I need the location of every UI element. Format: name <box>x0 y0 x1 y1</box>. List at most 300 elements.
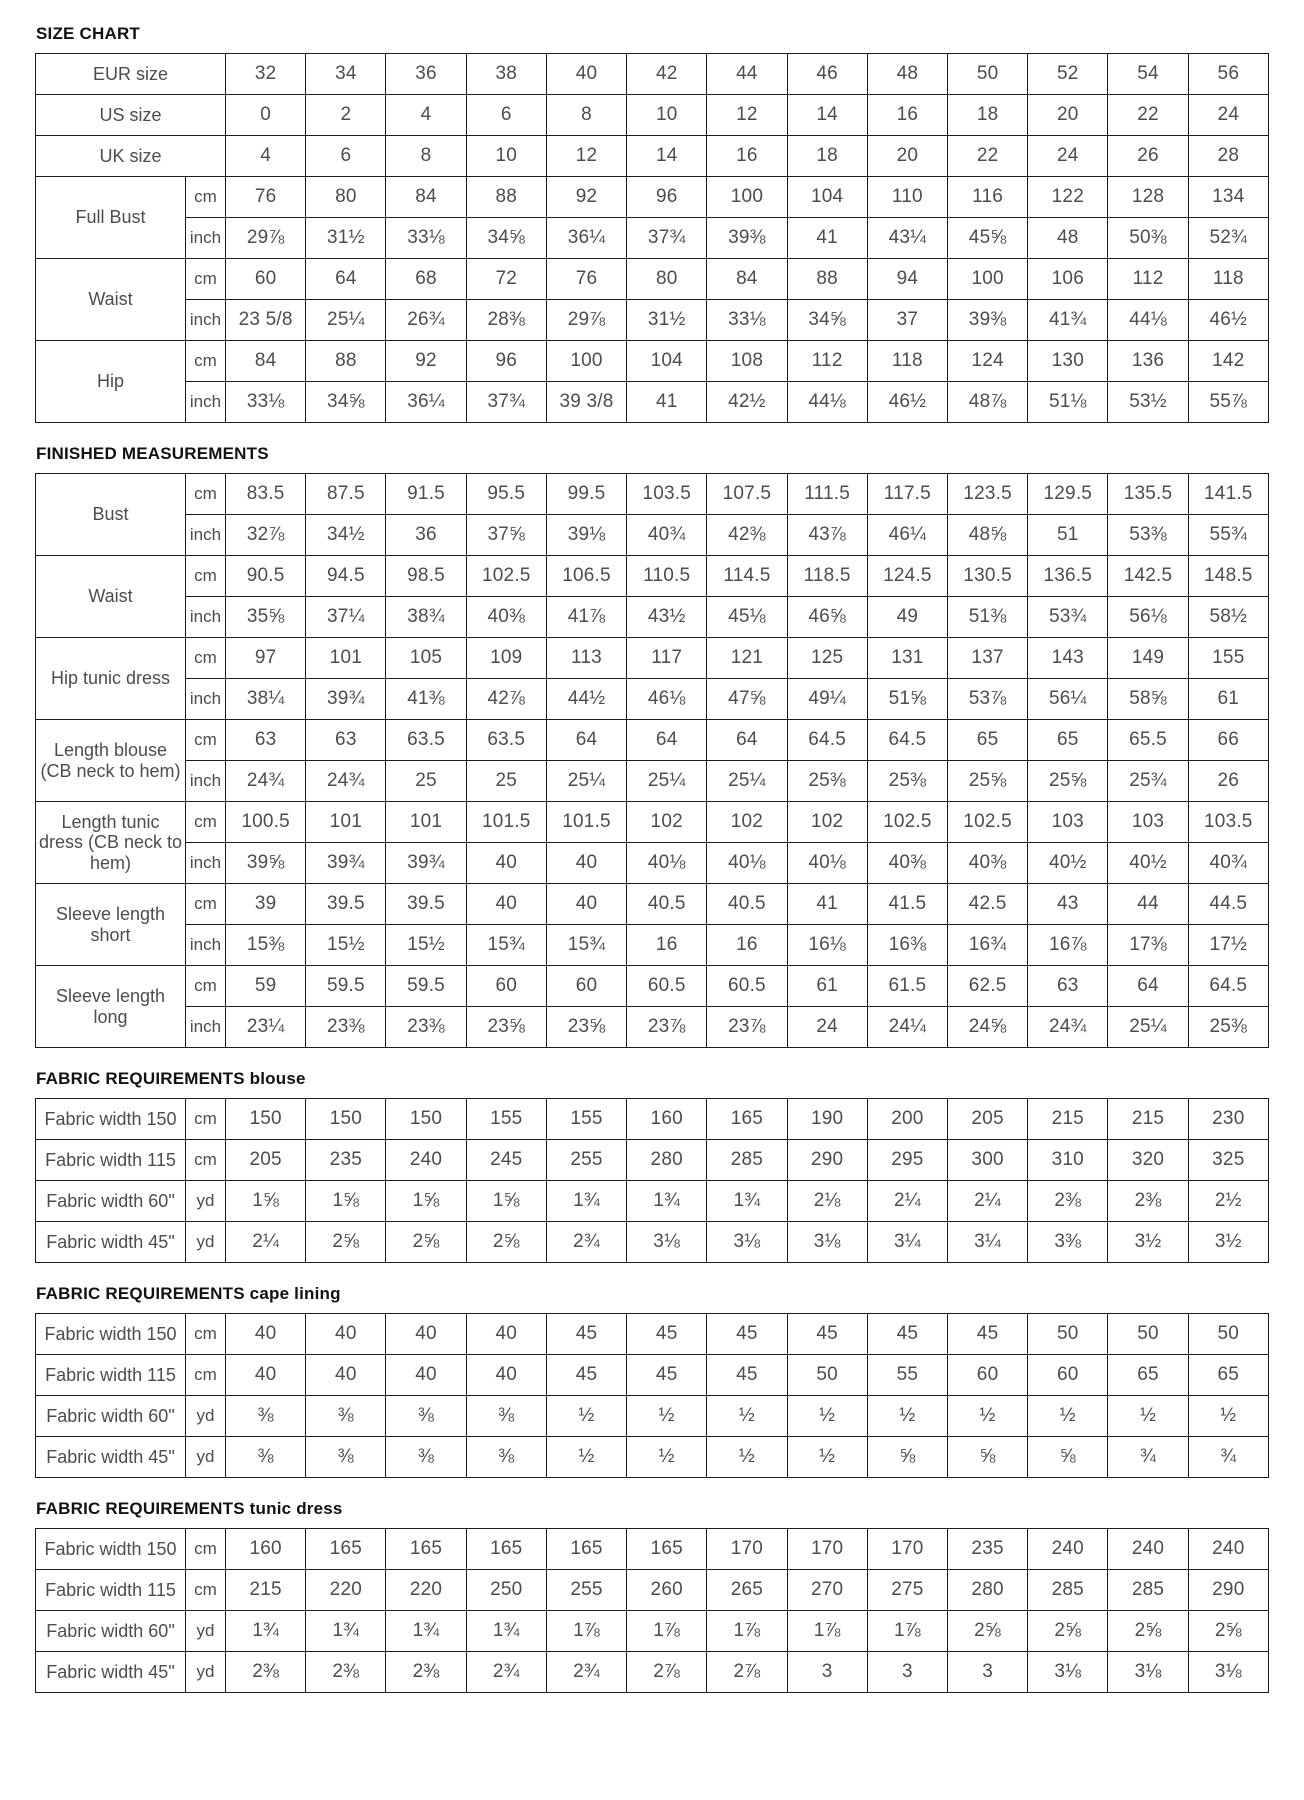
value-cell: 25¼ <box>627 761 707 802</box>
unit-label: yd <box>186 1396 226 1437</box>
value-cell: 285 <box>1108 1570 1188 1611</box>
value-cell: 53⅞ <box>947 679 1027 720</box>
value-cell: 34½ <box>306 515 386 556</box>
value-cell: 40¾ <box>1188 843 1268 884</box>
value-cell: 43¼ <box>867 218 947 259</box>
value-cell: 24 <box>1188 95 1268 136</box>
value-cell: 50 <box>947 54 1027 95</box>
value-cell: 2¼ <box>226 1222 306 1263</box>
value-cell: 2⅝ <box>1188 1611 1268 1652</box>
value-cell: ⅜ <box>466 1437 546 1478</box>
value-cell: 41 <box>627 382 707 423</box>
value-cell: 135.5 <box>1108 474 1188 515</box>
value-cell: 17⅜ <box>1108 925 1188 966</box>
value-cell: 101 <box>386 802 466 843</box>
value-cell: 80 <box>306 177 386 218</box>
value-cell: 33⅛ <box>386 218 466 259</box>
value-cell: 110.5 <box>627 556 707 597</box>
value-cell: ½ <box>1188 1396 1268 1437</box>
value-cell: 2⅛ <box>787 1181 867 1222</box>
value-cell: 255 <box>546 1140 626 1181</box>
value-cell: 4 <box>386 95 466 136</box>
table-row <box>36 638 1269 679</box>
table-row <box>36 1396 1269 1437</box>
value-cell: 165 <box>546 1529 626 1570</box>
value-cell: 38¼ <box>226 679 306 720</box>
value-cell: 300 <box>947 1140 1027 1181</box>
value-cell: 295 <box>867 1140 947 1181</box>
table-row <box>36 1570 1269 1611</box>
value-cell: ⅝ <box>1028 1437 1108 1478</box>
value-cell: 165 <box>707 1099 787 1140</box>
unit-label: cm <box>186 1140 226 1181</box>
value-cell: 65 <box>1028 720 1108 761</box>
value-cell: 8 <box>386 136 466 177</box>
value-cell: ⅜ <box>306 1396 386 1437</box>
unit-label: cm <box>186 474 226 515</box>
value-cell: 29⅞ <box>226 218 306 259</box>
value-cell: 235 <box>947 1529 1027 1570</box>
value-cell: 29⅞ <box>546 300 626 341</box>
value-cell: 48 <box>1028 218 1108 259</box>
value-cell: 23⅜ <box>306 1007 386 1048</box>
value-cell: 1¾ <box>306 1611 386 1652</box>
table-row <box>36 1140 1269 1181</box>
value-cell: 118 <box>1188 259 1268 300</box>
value-cell: 1¾ <box>226 1611 306 1652</box>
value-cell: 44 <box>1108 884 1188 925</box>
value-cell: 50 <box>787 1355 867 1396</box>
value-cell: 1¾ <box>466 1611 546 1652</box>
value-cell: 12 <box>546 136 626 177</box>
value-cell: 23⅝ <box>466 1007 546 1048</box>
value-cell: 49¼ <box>787 679 867 720</box>
value-cell: 2⅞ <box>707 1652 787 1693</box>
row-label: US size <box>36 95 226 136</box>
value-cell: 39⅜ <box>707 218 787 259</box>
value-cell: 37 <box>867 300 947 341</box>
value-cell: 3½ <box>1188 1222 1268 1263</box>
value-cell: 65 <box>1188 1355 1268 1396</box>
value-cell: 52¾ <box>1188 218 1268 259</box>
value-cell: 46¼ <box>867 515 947 556</box>
value-cell: 39¾ <box>306 679 386 720</box>
value-cell: 64 <box>707 720 787 761</box>
value-cell: 325 <box>1188 1140 1268 1181</box>
value-cell: 100.5 <box>226 802 306 843</box>
value-cell: 37¾ <box>466 382 546 423</box>
value-cell: 23⅜ <box>386 1007 466 1048</box>
value-cell: 118.5 <box>787 556 867 597</box>
value-cell: 64.5 <box>867 720 947 761</box>
value-cell: 95.5 <box>466 474 546 515</box>
value-cell: 14 <box>627 136 707 177</box>
value-cell: 108 <box>707 341 787 382</box>
section <box>35 1499 1269 1693</box>
value-cell: 46½ <box>867 382 947 423</box>
table-row <box>36 474 1269 515</box>
value-cell: 102.5 <box>947 802 1027 843</box>
value-cell: 190 <box>787 1099 867 1140</box>
value-cell: 44⅛ <box>787 382 867 423</box>
value-cell: 18 <box>947 95 1027 136</box>
value-cell: 16⅜ <box>867 925 947 966</box>
value-cell: 16¾ <box>947 925 1027 966</box>
value-cell: 2⅝ <box>947 1611 1027 1652</box>
value-cell: 2½ <box>1188 1181 1268 1222</box>
row-label: Fabric width 150 <box>36 1099 186 1140</box>
row-label: Fabric width 45" <box>36 1437 186 1478</box>
value-cell: 42⅜ <box>707 515 787 556</box>
value-cell: 134 <box>1188 177 1268 218</box>
value-cell: 40 <box>466 1314 546 1355</box>
value-cell: 3⅛ <box>787 1222 867 1263</box>
value-cell: 40½ <box>1028 843 1108 884</box>
value-cell: 215 <box>1108 1099 1188 1140</box>
value-cell: 122 <box>1028 177 1108 218</box>
unit-label: inch <box>186 925 226 966</box>
value-cell: 113 <box>546 638 626 679</box>
value-cell: 45 <box>947 1314 1027 1355</box>
unit-label: cm <box>186 1355 226 1396</box>
value-cell: 101 <box>306 802 386 843</box>
value-cell: 40⅜ <box>947 843 1027 884</box>
value-cell: 3⅛ <box>1188 1652 1268 1693</box>
value-cell: 107.5 <box>707 474 787 515</box>
value-cell: 40 <box>226 1314 306 1355</box>
value-cell: ½ <box>707 1396 787 1437</box>
value-cell: 2⅝ <box>1028 1611 1108 1652</box>
row-label: Hip <box>36 341 186 423</box>
value-cell: 49 <box>867 597 947 638</box>
row-label: Fabric width 60" <box>36 1181 186 1222</box>
row-label: Fabric width 115 <box>36 1570 186 1611</box>
value-cell: 104 <box>627 341 707 382</box>
table-row <box>36 95 1269 136</box>
value-cell: 3 <box>787 1652 867 1693</box>
value-cell: 118 <box>867 341 947 382</box>
value-cell: 52 <box>1028 54 1108 95</box>
unit-label: inch <box>186 761 226 802</box>
value-cell: 117 <box>627 638 707 679</box>
value-cell: 66 <box>1188 720 1268 761</box>
value-cell: 270 <box>787 1570 867 1611</box>
value-cell: 90.5 <box>226 556 306 597</box>
value-cell: 40 <box>386 1355 466 1396</box>
value-cell: 45 <box>707 1355 787 1396</box>
unit-label: cm <box>186 1099 226 1140</box>
value-cell: 220 <box>306 1570 386 1611</box>
value-cell: 25 <box>386 761 466 802</box>
unit-label: inch <box>186 300 226 341</box>
value-cell: 45 <box>546 1314 626 1355</box>
value-cell: 2⅜ <box>1108 1181 1188 1222</box>
value-cell: 38¾ <box>386 597 466 638</box>
value-cell: ⅜ <box>386 1396 466 1437</box>
value-cell: 68 <box>386 259 466 300</box>
table-row <box>36 1529 1269 1570</box>
value-cell: 2⅝ <box>306 1222 386 1263</box>
value-cell: 36¼ <box>386 382 466 423</box>
value-cell: 40½ <box>1108 843 1188 884</box>
value-cell: 205 <box>947 1099 1027 1140</box>
value-cell: 40⅛ <box>627 843 707 884</box>
value-cell: 62.5 <box>947 966 1027 1007</box>
value-cell: 45 <box>627 1314 707 1355</box>
value-cell: 10 <box>466 136 546 177</box>
value-cell: 149 <box>1108 638 1188 679</box>
value-cell: 39 3/8 <box>546 382 626 423</box>
value-cell: 51⅛ <box>1028 382 1108 423</box>
value-cell: ½ <box>546 1437 626 1478</box>
row-label: Full Bust <box>36 177 186 259</box>
value-cell: 24¾ <box>226 761 306 802</box>
table-row <box>36 802 1269 843</box>
value-cell: 23⅝ <box>546 1007 626 1048</box>
table-row <box>36 884 1269 925</box>
value-cell: 22 <box>1108 95 1188 136</box>
value-cell: 76 <box>546 259 626 300</box>
value-cell: ¾ <box>1108 1437 1188 1478</box>
table-row <box>36 136 1269 177</box>
value-cell: 34⅝ <box>466 218 546 259</box>
value-cell: ⅜ <box>386 1437 466 1478</box>
value-cell: 137 <box>947 638 1027 679</box>
unit-label: inch <box>186 597 226 638</box>
value-cell: 103.5 <box>627 474 707 515</box>
table-row <box>36 966 1269 1007</box>
value-cell: 63 <box>306 720 386 761</box>
value-cell: ½ <box>947 1396 1027 1437</box>
value-cell: 31½ <box>627 300 707 341</box>
value-cell: 46⅝ <box>787 597 867 638</box>
value-cell: 94.5 <box>306 556 386 597</box>
value-cell: 2¾ <box>546 1652 626 1693</box>
table-row <box>36 1222 1269 1263</box>
unit-label: yd <box>186 1611 226 1652</box>
value-cell: 100 <box>707 177 787 218</box>
value-cell: 63.5 <box>466 720 546 761</box>
value-cell: 103.5 <box>1188 802 1268 843</box>
value-cell: 265 <box>707 1570 787 1611</box>
section-title: FABRIC REQUIREMENTS cape lining <box>36 1284 341 1303</box>
value-cell: 121 <box>707 638 787 679</box>
value-cell: 60 <box>546 966 626 1007</box>
value-cell: 104 <box>787 177 867 218</box>
value-cell: 105 <box>386 638 466 679</box>
value-cell: 2⅝ <box>466 1222 546 1263</box>
value-cell: 285 <box>1028 1570 1108 1611</box>
value-cell: 15½ <box>306 925 386 966</box>
value-cell: 25⅜ <box>1188 1007 1268 1048</box>
row-label: Sleeve length long <box>36 966 186 1048</box>
value-cell: 3½ <box>1108 1222 1188 1263</box>
value-cell: 64 <box>1108 966 1188 1007</box>
value-cell: 50⅜ <box>1108 218 1188 259</box>
value-cell: 24 <box>1028 136 1108 177</box>
value-cell: 61 <box>787 966 867 1007</box>
value-cell: 31½ <box>306 218 386 259</box>
value-cell: 102.5 <box>867 802 947 843</box>
value-cell: 88 <box>306 341 386 382</box>
value-cell: 1⅞ <box>867 1611 947 1652</box>
value-cell: 40 <box>386 1314 466 1355</box>
value-cell: 60 <box>1028 1355 1108 1396</box>
value-cell: 1¾ <box>386 1611 466 1652</box>
value-cell: 25 <box>466 761 546 802</box>
value-cell: 44.5 <box>1188 884 1268 925</box>
value-cell: 2⅝ <box>1108 1611 1188 1652</box>
value-cell: 25⅝ <box>947 761 1027 802</box>
value-cell: 3⅛ <box>627 1222 707 1263</box>
value-cell: 39¾ <box>386 843 466 884</box>
value-cell: 16⅞ <box>1028 925 1108 966</box>
value-cell: 24⅝ <box>947 1007 1027 1048</box>
value-cell: 45 <box>627 1355 707 1396</box>
value-cell: 59.5 <box>306 966 386 1007</box>
value-cell: 22 <box>947 136 1027 177</box>
value-cell: 1⅝ <box>226 1181 306 1222</box>
value-cell: 99.5 <box>546 474 626 515</box>
value-cell: 59 <box>226 966 306 1007</box>
value-cell: 28 <box>1188 136 1268 177</box>
value-cell: 87.5 <box>306 474 386 515</box>
value-cell: 63.5 <box>386 720 466 761</box>
value-cell: 41¾ <box>1028 300 1108 341</box>
table-row <box>36 843 1269 884</box>
value-cell: 88 <box>466 177 546 218</box>
value-cell: 124.5 <box>867 556 947 597</box>
value-cell: 20 <box>867 136 947 177</box>
value-cell: 39⅜ <box>947 300 1027 341</box>
value-cell: 2⅜ <box>1028 1181 1108 1222</box>
unit-label: cm <box>186 259 226 300</box>
measurement-table <box>35 1528 1269 1693</box>
value-cell: 64 <box>627 720 707 761</box>
value-cell: 25¼ <box>1108 1007 1188 1048</box>
value-cell: ½ <box>1028 1396 1108 1437</box>
value-cell: 100 <box>546 341 626 382</box>
value-cell: 24 <box>787 1007 867 1048</box>
value-cell: 98.5 <box>386 556 466 597</box>
table-row <box>36 720 1269 761</box>
value-cell: 36 <box>386 515 466 556</box>
value-cell: 2¼ <box>867 1181 947 1222</box>
value-cell: 6 <box>306 136 386 177</box>
value-cell: 16⅛ <box>787 925 867 966</box>
value-cell: 2⅞ <box>627 1652 707 1693</box>
value-cell: 23¼ <box>226 1007 306 1048</box>
table-row <box>36 1611 1269 1652</box>
value-cell: 40⅜ <box>466 597 546 638</box>
unit-label: cm <box>186 177 226 218</box>
value-cell: 130 <box>1028 341 1108 382</box>
value-cell: 16 <box>707 925 787 966</box>
table-row <box>36 597 1269 638</box>
value-cell: 123.5 <box>947 474 1027 515</box>
row-label: Fabric width 60" <box>36 1396 186 1437</box>
row-label: Length blouse (CB neck to hem) <box>36 720 186 802</box>
value-cell: 61 <box>1188 679 1268 720</box>
value-cell: 46 <box>787 54 867 95</box>
value-cell: 1¾ <box>546 1181 626 1222</box>
value-cell: 136 <box>1108 341 1188 382</box>
value-cell: 165 <box>306 1529 386 1570</box>
value-cell: 220 <box>386 1570 466 1611</box>
table-row <box>36 300 1269 341</box>
row-label: Fabric width 150 <box>36 1314 186 1355</box>
value-cell: 3⅛ <box>1108 1652 1188 1693</box>
value-cell: 142.5 <box>1108 556 1188 597</box>
value-cell: 16 <box>627 925 707 966</box>
value-cell: 45 <box>787 1314 867 1355</box>
unit-label: cm <box>186 720 226 761</box>
value-cell: 72 <box>466 259 546 300</box>
unit-label: inch <box>186 1007 226 1048</box>
value-cell: 111.5 <box>787 474 867 515</box>
table-row <box>36 925 1269 966</box>
value-cell: 114.5 <box>707 556 787 597</box>
value-cell: 240 <box>386 1140 466 1181</box>
unit-label: cm <box>186 884 226 925</box>
value-cell: 43⅞ <box>787 515 867 556</box>
value-cell: ½ <box>787 1396 867 1437</box>
value-cell: 148.5 <box>1188 556 1268 597</box>
value-cell: 33⅛ <box>226 382 306 423</box>
row-label: Fabric width 150 <box>36 1529 186 1570</box>
value-cell: 44½ <box>546 679 626 720</box>
value-cell: 80 <box>627 259 707 300</box>
value-cell: 37¾ <box>627 218 707 259</box>
value-cell: 2⅜ <box>306 1652 386 1693</box>
table-row <box>36 341 1269 382</box>
value-cell: 101 <box>306 638 386 679</box>
value-cell: 130.5 <box>947 556 1027 597</box>
value-cell: 1⅞ <box>787 1611 867 1652</box>
value-cell: ⅜ <box>226 1396 306 1437</box>
value-cell: 131 <box>867 638 947 679</box>
section-title: FINISHED MEASUREMENTS <box>36 444 269 463</box>
value-cell: ⅜ <box>306 1437 386 1478</box>
value-cell: 40 <box>466 843 546 884</box>
value-cell: 20 <box>1028 95 1108 136</box>
value-cell: 1⅝ <box>386 1181 466 1222</box>
value-cell: 6 <box>466 95 546 136</box>
value-cell: 3¼ <box>867 1222 947 1263</box>
value-cell: 28⅜ <box>466 300 546 341</box>
value-cell: 40.5 <box>627 884 707 925</box>
unit-label: cm <box>186 638 226 679</box>
value-cell: 63 <box>1028 966 1108 1007</box>
value-cell: 1⅞ <box>707 1611 787 1652</box>
value-cell: 48⅞ <box>947 382 1027 423</box>
value-cell: 32⅞ <box>226 515 306 556</box>
value-cell: 15½ <box>386 925 466 966</box>
measurement-table <box>35 473 1269 1048</box>
table-row <box>36 1437 1269 1478</box>
value-cell: 155 <box>1188 638 1268 679</box>
value-cell: 45⅛ <box>707 597 787 638</box>
unit-label: inch <box>186 843 226 884</box>
value-cell: 64 <box>546 720 626 761</box>
table-row <box>36 382 1269 423</box>
sections-root <box>35 24 1269 1693</box>
value-cell: 88 <box>787 259 867 300</box>
value-cell: 33⅛ <box>707 300 787 341</box>
value-cell: 290 <box>1188 1570 1268 1611</box>
value-cell: 60 <box>466 966 546 1007</box>
value-cell: 16 <box>867 95 947 136</box>
